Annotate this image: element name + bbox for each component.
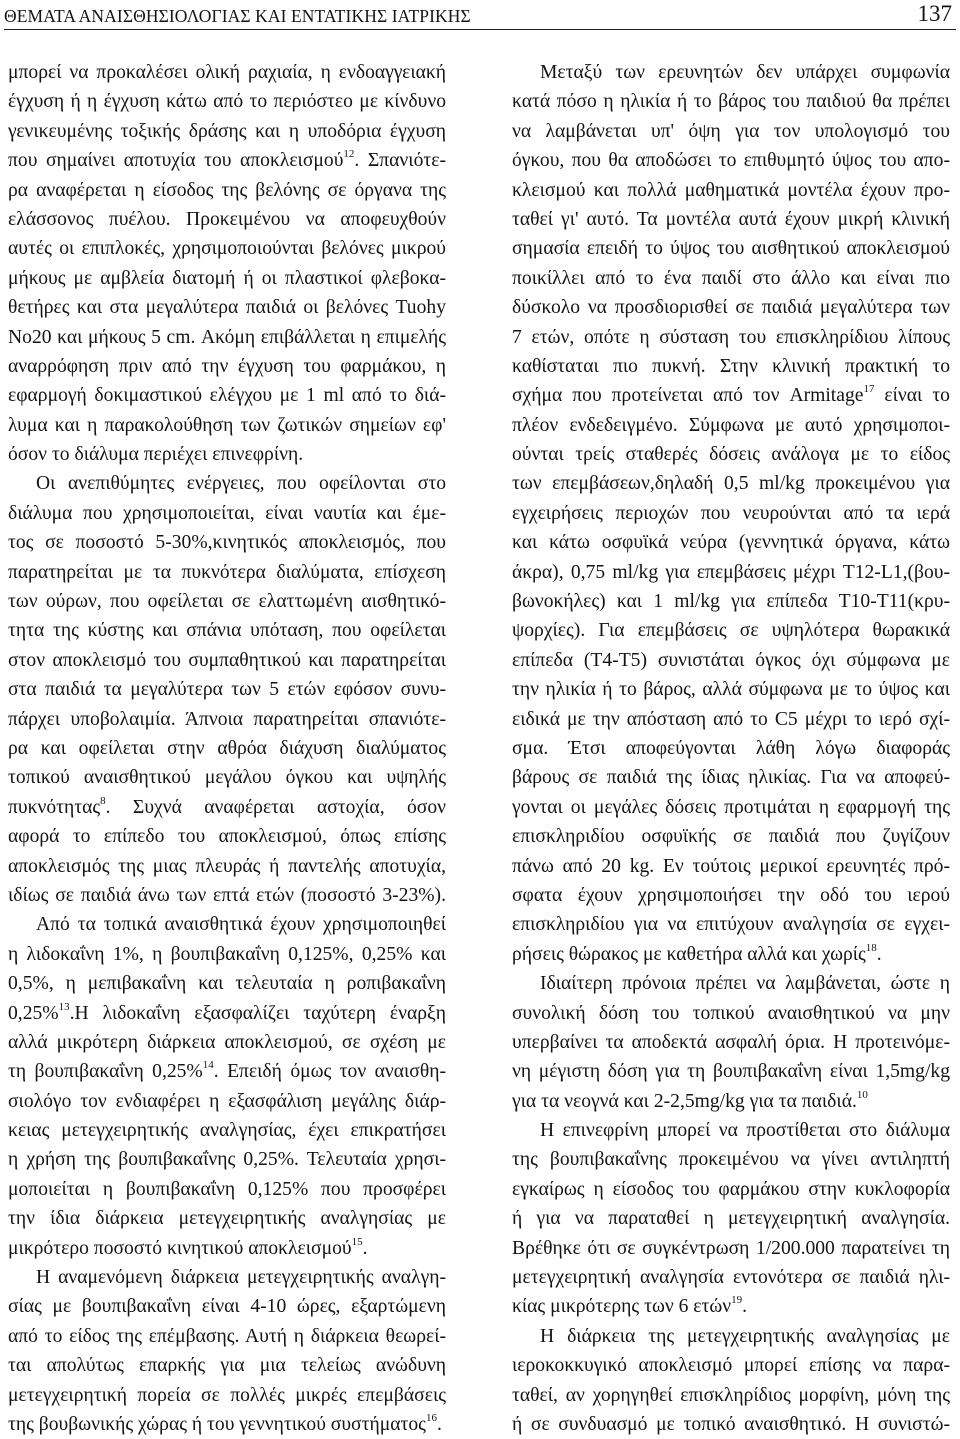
line-text: από το είδος της επέμβασης. Αυτή η διάρκεια θεωρεί- xyxy=(8,1325,446,1347)
text-line xyxy=(512,705,950,734)
line-text: ρα αναφέρεται η είσοδος της βελόνης σε όργανα της xyxy=(8,179,446,201)
text-line xyxy=(8,587,446,616)
line-text: επισκληριδίου για να επιτύχουν αναλγησία σε εγχει- xyxy=(512,914,950,936)
text-line xyxy=(512,381,950,410)
line-text: Μεταξύ των ερευνητών δεν υπάρχει συμφωνία xyxy=(540,62,950,83)
text-line xyxy=(8,1087,446,1116)
text-line xyxy=(8,264,446,293)
header-rule xyxy=(4,29,956,30)
text-line xyxy=(512,940,950,969)
text-line xyxy=(512,293,950,322)
text-line xyxy=(512,793,950,822)
text-line xyxy=(512,1381,950,1410)
citation-superscript: 16 xyxy=(425,1411,437,1424)
text-line xyxy=(512,440,950,469)
text-line xyxy=(8,234,446,263)
text-line xyxy=(8,852,446,881)
line-text-continued: . xyxy=(436,1413,442,1435)
line-text: στα παιδιά τα μεγαλύτερα των 5 ετών εφόσον συνυ- xyxy=(8,679,446,701)
text-line xyxy=(512,1263,950,1292)
line-text: Βρέθηκε ότι σε συγκέντρωση 1/200.000 παρατείνει τη xyxy=(512,1237,950,1259)
text-line xyxy=(512,881,950,910)
text-line xyxy=(8,205,446,234)
line-text: ρα και οφείλεται στην αθρόα διάχυση διαλύματος xyxy=(8,737,446,759)
text-line xyxy=(8,1116,446,1145)
text-line xyxy=(512,234,950,263)
line-text: συνολική δόση του τοπικού αναισθητικού να μην xyxy=(512,1002,950,1024)
text-line xyxy=(512,1116,950,1145)
line-text: δύσκολο να προσδιορισθεί σε παιδιά μεγαλύτερα των xyxy=(512,297,950,319)
text-line xyxy=(8,558,446,587)
text-line xyxy=(8,1351,446,1380)
line-text: θετήρες και στα μεγαλύτερα παιδιά οι βελόνες Tuohy xyxy=(8,297,446,319)
text-line xyxy=(512,205,950,234)
text-line xyxy=(512,1292,950,1321)
line-text: σημασία επειδή το ύψος του αισθητικού αποκλεισμού xyxy=(512,238,950,260)
text-line xyxy=(8,440,446,469)
text-line xyxy=(8,940,446,969)
line-text: ή σε συνδυασμό με τοπικό αναισθητικό. Η συνιστώ- xyxy=(512,1413,950,1435)
line-text-continued: .Η λιδοκαΐνη εξασφαλίζει ταχύτερη έναρξη xyxy=(69,1002,446,1024)
text-line xyxy=(8,499,446,528)
text-line xyxy=(8,176,446,205)
text-line xyxy=(512,146,950,175)
line-text: επίπεδα (T4-T5) συνιστάται όγκος όχι σύμφωνα με xyxy=(512,649,950,671)
text-line xyxy=(512,675,950,704)
line-text: όγκου, που θα αποδώσει το επιθυμητό ύψος του απο- xyxy=(512,150,950,172)
line-text: ψορχίες). Για επεμβάσεις σε υψηλότερα θωρακικά xyxy=(512,620,950,642)
line-text-continued: . xyxy=(876,943,882,965)
line-text: να λαμβάνεται υπ' όψη για τον υπολογισμό του xyxy=(512,120,950,142)
line-text: σιολόγο τον ενδιαφέρει η εξασφάλιση μεγάλης διάρ- xyxy=(8,1090,446,1112)
line-text-continued: είναι το xyxy=(874,385,950,407)
line-text: αναρρόφηση πριν από την έγχυση του φαρμάκου, η xyxy=(8,355,446,377)
text-line xyxy=(8,117,446,146)
text-line xyxy=(512,558,950,587)
citation-superscript: 13 xyxy=(58,1000,70,1013)
text-line xyxy=(8,675,446,704)
line-text-continued: . Σπανιότε- xyxy=(354,150,446,172)
right-text-column xyxy=(512,58,950,1439)
text-line xyxy=(8,616,446,645)
line-text: σμα. Έτσι αποφεύγονται λάθη λόγω διαφοράς xyxy=(512,737,950,759)
line-text: επισκληριδίου οσφυϊκής σε παιδιά που ζυγίζουν xyxy=(512,826,950,848)
line-text: ποικίλλει από το ένα παιδί στο άλλο και είναι πιο xyxy=(512,267,950,289)
text-line xyxy=(512,264,950,293)
text-line xyxy=(8,352,446,381)
line-text: μετεγχειρητική πορεία σε πολλές μικρές επεμβάσεις xyxy=(8,1384,446,1406)
line-text: μετεγχειρητική αναλγησία εντονότερα σε παιδιά ηλι- xyxy=(512,1267,950,1289)
line-text: 0,5%, η μεπιβακαΐνη και τελευταία η ροπιβακαΐνη xyxy=(8,973,446,995)
line-text: Η διάρκεια της μετεγχειρητικής αναλγησίας με xyxy=(540,1325,950,1347)
text-line xyxy=(512,87,950,116)
line-text: που σημαίνει αποτυχία του αποκλεισμού xyxy=(8,150,344,172)
text-line xyxy=(8,1410,446,1439)
text-line xyxy=(512,1057,950,1086)
text-line xyxy=(8,646,446,675)
line-text: την ηλικία ή το βάρος, αλλά σύμφωνα με το ύψος και xyxy=(512,679,950,701)
line-text: των επεμβάσεων,δηλαδή 0,5 ml/kg προκειμένου για xyxy=(512,473,950,495)
line-text: τοπικού αναισθητικού μεγάλου όγκου και υψηλής xyxy=(8,767,446,789)
text-line xyxy=(8,58,446,87)
citation-superscript: 10 xyxy=(856,1088,868,1101)
line-text: εφαρμογή δοκιμαστικού ελέγχου με 1 ml από το διά- xyxy=(8,385,446,407)
text-line xyxy=(8,528,446,557)
line-text: 7 ετών, οπότε η σύσταση του επισκληρίδιου λίπους xyxy=(512,326,950,348)
line-text: και κάτω οσφυϊκά νεύρα (γεννητικά όργανα, κάτω xyxy=(512,532,950,554)
line-text: ή για να παραταθεί η μετεγχειρητική αναλγησία. xyxy=(512,1208,950,1230)
line-text-continued: . xyxy=(742,1296,748,1318)
line-text: σφατα έχουν χρησιμοποιήσει την οδό του ιερού xyxy=(512,884,950,906)
line-text: υπερβαίνει τα αποδεκτά ασφαλή όρια. Η προτεινόμε- xyxy=(512,1031,950,1053)
page-header xyxy=(4,0,954,30)
text-line xyxy=(8,1145,446,1174)
text-line xyxy=(512,1234,950,1263)
line-text-continued: . Επειδή όμως τον αναισθη- xyxy=(213,1061,446,1083)
citation-superscript: 14 xyxy=(202,1059,214,1072)
text-line xyxy=(8,822,446,851)
text-line xyxy=(8,1028,446,1057)
line-text: μοποιείται η βουπιβακαΐνη 0,125% που προσφέρει xyxy=(8,1178,446,1200)
line-text: Ιδιαίτερη πρόνοια πρέπει να λαμβάνεται, ώστε η xyxy=(540,973,950,995)
text-line xyxy=(8,999,446,1028)
page-number: 137 xyxy=(917,1,952,26)
line-text: κατά πόσο η ηλικία ή το βάρος του παιδιού θα πρέπει xyxy=(512,91,950,113)
line-text: για τα νεογνά και 2-2,5mg/kg για τα παιδιά. xyxy=(512,1090,857,1112)
citation-superscript: 15 xyxy=(351,1235,363,1248)
text-line xyxy=(512,323,950,352)
text-line xyxy=(512,176,950,205)
line-text: μικρότερο ποσοστό κινητικού αποκλεισμού xyxy=(8,1237,352,1259)
text-line xyxy=(8,381,446,410)
line-text: κειας μετεγχειρητικής αναλγησίας, έχει επικρατήσει xyxy=(8,1120,446,1142)
text-line xyxy=(8,881,446,910)
text-line xyxy=(512,734,950,763)
text-line xyxy=(512,117,950,146)
text-line xyxy=(8,1175,446,1204)
line-text: η λιδοκαΐνη 1%, η βουπιβακαΐνη 0,125%, 0,25% και xyxy=(8,943,446,965)
line-text: Οι ανεπιθύμητες ενέργειες, που οφείλονται στο xyxy=(36,473,446,495)
text-line xyxy=(8,1204,446,1233)
line-text: Η επινεφρίνη μπορεί να προστίθεται στο διάλυμα xyxy=(540,1120,950,1142)
line-text: καθίσταται πιο πυκνή. Στην κλινική πρακτική το xyxy=(512,355,950,377)
line-text: αλλά μικρότερη διάρκεια αποκλεισμού, σε σχέση με xyxy=(8,1031,446,1053)
text-line xyxy=(8,411,446,440)
line-text: 0,25% xyxy=(8,1002,59,1024)
citation-superscript: 8 xyxy=(100,794,106,807)
line-text: παρατηρείται με τα πυκνότερα διαλύματα, επίσχεση xyxy=(8,561,446,583)
line-text: ταθεί γι' αυτό. Τα μοντέλα αυτά έχουν μικρή κλινική xyxy=(512,208,950,230)
line-text: η χρήση της βουπιβακαΐνης 0,25%. Τελευταία χρησι- xyxy=(8,1149,446,1171)
text-line xyxy=(512,499,950,528)
text-line xyxy=(512,587,950,616)
text-line xyxy=(512,58,950,87)
line-text: άκρα), 0,75 ml/kg για επεμβάσεις μέχρι T12-L1,(βου- xyxy=(512,561,950,583)
text-line xyxy=(8,293,446,322)
text-line xyxy=(512,616,950,645)
text-line xyxy=(8,1263,446,1292)
line-text: Από τα τοπικά αναισθητικά έχουν χρησιμοποιηθεί xyxy=(36,914,446,936)
citation-superscript: 17 xyxy=(863,383,875,396)
line-text: μήκους με αμβλεία διατομή ή οι πλαστικοί φλεβοκα- xyxy=(8,267,446,289)
line-text: ειδικά με την απόσταση από το C5 μέχρι το ιερό σχί- xyxy=(512,708,950,730)
text-line xyxy=(512,1410,950,1439)
line-text: τητα της κύστης και σπάνια υπόταση, που οφείλεται xyxy=(8,620,446,642)
line-text: Η αναμενόμενη διάρκεια μετεγχειρητικής αναλγη- xyxy=(36,1267,446,1289)
citation-superscript: 18 xyxy=(865,941,877,954)
line-text: της βουβωνικής χώρας ή του γεννητικού συστήματος xyxy=(8,1413,426,1435)
text-line xyxy=(8,1234,446,1263)
text-line xyxy=(8,1292,446,1321)
line-text: ταθεί, αν χορηγηθεί επισκληρίδιος μορφίνη, μόνη της xyxy=(512,1384,950,1406)
line-text: κίας μικρότερης των 6 ετών xyxy=(512,1296,732,1318)
line-text: πυκνότητας xyxy=(8,796,101,818)
text-line xyxy=(512,528,950,557)
line-text: έγχυση ή η έγχυση κάτω από το περιόστεο με κίνδυνο xyxy=(8,91,446,113)
text-line xyxy=(8,793,446,822)
running-head: ΘΕΜΑΤΑ ΑΝΑΙΣΘΗΣΙΟΛΟΓΙΑΣ ΚΑΙ ΕΝΤΑΤΙΚΗΣ ΙΑΤΡΙΚΗΣ xyxy=(4,6,471,26)
text-line xyxy=(512,1351,950,1380)
text-line xyxy=(512,1204,950,1233)
line-text: ρήσεις θώρακος με καθετήρα αλλά και χωρίς xyxy=(512,943,866,965)
line-text: εγχειρήσεις περιοχών που νευρούνται από τα ιερά xyxy=(512,502,950,524)
text-line xyxy=(8,910,446,939)
line-text: βάρους σε παιδιά της ίδιας ηλικίας. Για να αποφεύ- xyxy=(512,767,950,789)
line-text: ελάσσονος πυέλου. Προκειμένου να αποφευχθούν xyxy=(8,208,446,230)
line-text: πάρχει υποβολαιμία. Άπνοια παρατηρείται σπανιότε- xyxy=(8,708,446,730)
text-line xyxy=(512,1028,950,1057)
line-text: την ίδια διάρκεια μετεγχειρητικής αναλγησίας με xyxy=(8,1208,446,1230)
line-text-continued: . Συχνά αναφέρεται αστοχία, όσον xyxy=(105,796,446,818)
line-text: των ούρων, που οφείλεται σε ελαττωμένη αισθητικό- xyxy=(8,591,446,613)
line-text: ιδίως σε παιδιά άνω των επτά ετών (ποσοστό 3-23%). xyxy=(8,884,446,906)
line-text: βωνοκήλες) και 1 ml/kg για επίπεδα T10-T11(κρυ- xyxy=(512,591,950,613)
text-line xyxy=(512,822,950,851)
citation-superscript: 12 xyxy=(343,148,355,161)
text-line xyxy=(512,1087,950,1116)
line-text: διάλυμα που χρησιμοποιείται, είναι ναυτία και έμε- xyxy=(8,502,446,524)
text-line xyxy=(512,910,950,939)
line-text: της βουπιβακαΐνης προκειμένου να γίνει αντιληπτή xyxy=(512,1149,950,1171)
line-text: κλεισμού και πολλά μαθηματικά μοντέλα έχουν προ- xyxy=(512,179,950,201)
text-line xyxy=(8,1057,446,1086)
line-text: πάνω από 20 kg. Εν τούτοις μερικοί ερευνητές πρό- xyxy=(512,855,950,877)
line-text: στον αποκλεισμό του συμπαθητικού και παρατηρείται xyxy=(8,649,446,671)
line-text: ται απολύτως επαρκής για μια τελείως ανώδυνη xyxy=(8,1355,446,1377)
text-line xyxy=(512,852,950,881)
text-line xyxy=(8,705,446,734)
line-text: νη μέγιστη δόση για τη βουπιβακαΐνη είναι 1,5mg/kg xyxy=(512,1061,950,1083)
line-text: ούνται τρείς σταθερές δόσεις ανάλογα με το είδος xyxy=(512,444,950,466)
line-text: εγκαίρως η είσοδος του φαρμάκου στην κυκλοφορία xyxy=(512,1178,950,1200)
citation-superscript: 19 xyxy=(731,1294,743,1307)
line-text: πλέον ενδεδειγμένο. Σύμφωνα με αυτό χρησιμοποι- xyxy=(512,414,950,436)
line-text: γενικευμένης τοξικής δράσης και η υποδόρια έγχυση xyxy=(8,120,446,142)
line-text: σίας με βουπιβακαΐνη είναι 4-10 ώρες, εξαρτώμενη xyxy=(8,1296,446,1318)
text-line xyxy=(8,469,446,498)
line-text: αφορά το επίπεδο του αποκλεισμού, όπως επίσης xyxy=(8,826,446,848)
line-text: No20 και μήκους 5 cm. Ακόμη επιβάλλεται η επιμελής xyxy=(8,326,446,348)
line-text: σχήμα που προτείνεται από τον Armitage xyxy=(512,385,864,407)
text-line xyxy=(512,1175,950,1204)
text-line xyxy=(512,352,950,381)
text-line xyxy=(512,763,950,792)
text-line xyxy=(8,1381,446,1410)
line-text: αυτές οι επιπλοκές, χρησιμοποιούνται βελόνες μικρού xyxy=(8,238,446,260)
text-line xyxy=(8,146,446,175)
left-text-column xyxy=(8,58,446,1439)
line-text: αποκλεισμός της μιας πλευράς ή παντελής αποτυχία, xyxy=(8,855,446,877)
text-line xyxy=(8,969,446,998)
text-line xyxy=(8,763,446,792)
text-line xyxy=(512,1145,950,1174)
line-text: μπορεί να προκαλέσει ολική ραχιαία, η ενδοαγγειακή xyxy=(8,62,446,83)
line-text: ιεροκοκκυγικό αποκλεισμό μπορεί επίσης να παρα- xyxy=(512,1355,950,1377)
line-text: όσον το διάλυμα περιέχει επινεφρίνη. xyxy=(8,444,304,466)
line-text: τος σε ποσοστό 5-30%,κινητικός αποκλεισμός, που xyxy=(8,532,446,554)
text-line xyxy=(8,734,446,763)
text-line xyxy=(8,323,446,352)
text-line xyxy=(512,999,950,1028)
line-text-continued: . xyxy=(362,1237,368,1259)
line-text: λυμα και η παρακολούθηση των ζωτικών σημείων εφ' xyxy=(8,414,446,436)
text-line xyxy=(8,87,446,116)
text-line xyxy=(512,469,950,498)
text-line xyxy=(512,969,950,998)
line-text: γονται οι μεγάλες δόσεις προτιμάται η εφαρμογή της xyxy=(512,796,950,818)
line-text: τη βουπιβακαΐνη 0,25% xyxy=(8,1061,203,1083)
text-line xyxy=(512,411,950,440)
text-line xyxy=(512,646,950,675)
